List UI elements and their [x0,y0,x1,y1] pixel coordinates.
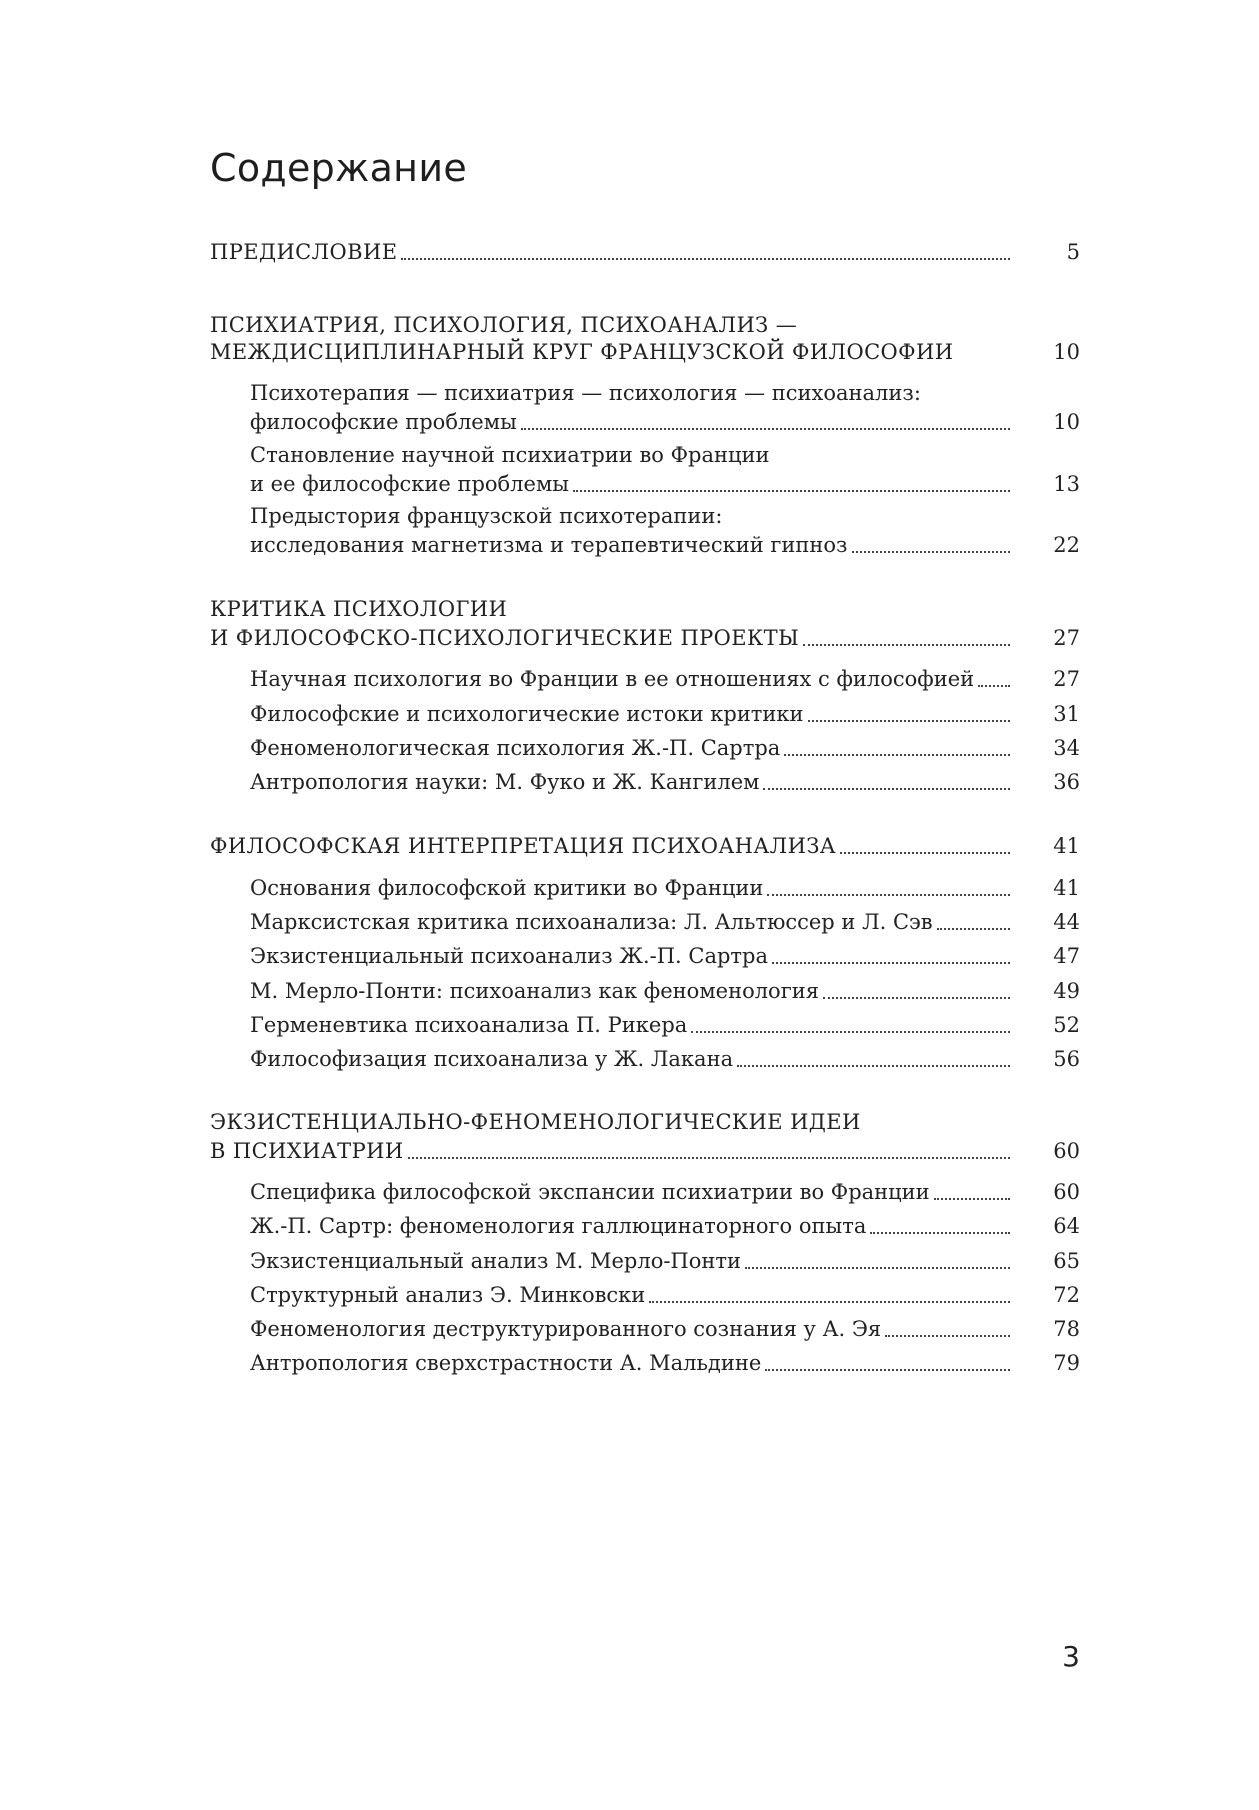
toc-entry[interactable] [250,941,1080,971]
toc-entry-title: Ж.-П. Сартр: феноменология галлюцинаторного опыта [250,1214,867,1238]
toc-page-number: 13 [1053,472,1080,496]
toc-entry[interactable] [250,469,1080,499]
leader-dots [401,258,1010,260]
toc-page-number: 27 [1053,667,1080,691]
leader-dots [823,997,1010,999]
leader-dots [772,962,1010,964]
toc-entry[interactable] [250,767,1080,797]
toc-entry[interactable] [250,407,1080,437]
leader-dots [745,1267,1010,1269]
toc-page-number: 5 [1066,240,1080,264]
toc-entry-title: Научная психология во Франции в ее отношениях с философией [250,667,975,691]
toc-entry-preface[interactable] [210,237,1080,267]
toc-page-number: 31 [1053,702,1080,726]
toc-entry[interactable] [250,1348,1080,1378]
toc-page-number: 56 [1053,1047,1080,1071]
toc-entry-title: философские проблемы [250,410,517,434]
page-number: 3 [1062,1640,1080,1673]
leader-dots [852,551,1011,553]
toc-entry[interactable] [250,1177,1080,1207]
toc-entry-title: Основания философской критики во Франции [250,876,764,900]
leader-dots [840,852,1010,854]
leader-dots [784,754,1010,756]
toc-entry[interactable] [250,664,1080,694]
toc-entry-title: В ПСИХИАТРИИ [210,1139,404,1163]
leader-dots [767,894,1010,896]
toc-entry-title: и ее философские проблемы [250,472,569,496]
toc-section-title-line: КРИТИКА ПСИХОЛОГИИ [210,597,508,621]
leader-dots [649,1301,1010,1303]
toc-entry-title: М. Мерло-Понти: психоанализ как феноменология [250,979,819,1003]
toc-page-number: 72 [1053,1283,1080,1307]
toc-entry-title: исследования магнетизма и терапевтический гипноз [250,533,848,557]
toc-entry-title-line: Психотерапия — психиатрия — психология — психоанализ: [250,381,921,405]
toc-section-title-line: ЭКЗИСТЕНЦИАЛЬНО-ФЕНОМЕНОЛОГИЧЕСКИЕ ИДЕИ [210,1110,861,1134]
toc-entry-title: Марксистская критика психоанализа: Л. Альтюссер и Л. Сэв [250,910,933,934]
leader-dots [573,490,1010,492]
toc-page-number: 10 [1053,410,1080,434]
leader-dots [803,644,1010,646]
leader-dots [408,1157,1010,1159]
toc-page-number: 60 [1053,1180,1080,1204]
toc-entry-title: Антропология сверхстрастности А. Мальдине [250,1351,762,1375]
toc-entry-title: Специфика философской экспансии психиатрии во Франции [250,1180,930,1204]
toc-entry[interactable] [250,530,1080,560]
toc-page-number: 79 [1053,1351,1080,1375]
toc-entry[interactable] [250,1010,1080,1040]
toc-entry-title: ФИЛОСОФСКАЯ ИНТЕРПРЕТАЦИЯ ПСИХОАНАЛИЗА [210,834,837,858]
leader-dots [808,720,1010,722]
toc-entry-title-line: Становление научной психиатрии во Франции [250,443,770,467]
toc-entry-title: Философские и психологические истоки критики [250,702,804,726]
toc-section-title-line: ПСИХИАТРИЯ, ПСИХОЛОГИЯ, ПСИХОАНАЛИЗ — [210,313,798,337]
toc-page-number: 41 [1053,876,1080,900]
toc-entry-title: Структурный анализ Э. Минковски [250,1283,646,1307]
toc-page-number: 44 [1053,910,1080,934]
toc-entry[interactable] [250,733,1080,763]
toc-entry[interactable] [250,1280,1080,1310]
page-title: Содержание [210,146,467,190]
toc-entry-title: Феноменология деструктурированного сознания у А. Эя [250,1317,882,1341]
toc-page-number: 65 [1053,1249,1080,1273]
toc-page-number: 10 [1053,340,1080,364]
toc-page-number: 27 [1053,626,1080,650]
leader-dots [978,685,1010,687]
leader-dots [885,1335,1010,1337]
toc-entry-title: Философизация психоанализа у Ж. Лакана [250,1047,734,1071]
leader-dots [691,1031,1010,1033]
toc-page-number: 78 [1053,1317,1080,1341]
toc-page-number: 22 [1053,533,1080,557]
toc-page-number: 41 [1053,834,1080,858]
leader-dots [763,788,1010,790]
toc-entry-title: Феноменологическая психология Ж.-П. Сартра [250,736,781,760]
toc-entry[interactable] [250,873,1080,903]
toc-section-3[interactable] [210,831,1080,861]
toc-entry[interactable] [250,1314,1080,1344]
toc-entry-title: ПРЕДИСЛОВИЕ [210,240,398,264]
toc-page-number: 36 [1053,770,1080,794]
toc-entry-title: Экзистенциальный анализ М. Мерло-Понти [250,1249,741,1273]
toc-page-number: 52 [1053,1013,1080,1037]
leader-dots [870,1232,1010,1234]
toc-entry[interactable] [250,1246,1080,1276]
leader-dots [737,1065,1010,1067]
toc-entry[interactable] [250,699,1080,729]
toc-page-number: 49 [1053,979,1080,1003]
toc-entry[interactable] [250,1044,1080,1074]
toc-page-number: 64 [1053,1214,1080,1238]
toc-entry[interactable] [250,907,1080,937]
leader-dots [765,1369,1010,1371]
leader-dots [937,928,1010,930]
toc-page-number: 34 [1053,736,1080,760]
toc-entry-title: Экзистенциальный психоанализ Ж.-П. Сартра [250,944,769,968]
toc-section-1[interactable] [210,337,1080,367]
toc-page-number: 60 [1053,1139,1080,1163]
toc-entry[interactable] [250,976,1080,1006]
toc-entry-title: МЕЖДИСЦИПЛИНАРНЫЙ КРУГ ФРАНЦУЗСКОЙ ФИЛОСОФИИ [210,340,954,364]
toc-page-number: 47 [1053,944,1080,968]
toc-entry-title-line: Предыстория французской психотерапии: [250,504,723,528]
toc-entry-title: И ФИЛОСОФСКО-ПСИХОЛОГИЧЕСКИЕ ПРОЕКТЫ [210,626,800,650]
toc-entry-title: Герменевтика психоанализа П. Рикера [250,1013,688,1037]
toc-entry-title: Антропология науки: М. Фуко и Ж. Кангилем [250,770,760,794]
toc-section-2[interactable] [210,623,1080,653]
toc-section-4[interactable] [210,1136,1080,1166]
leader-dots [934,1198,1010,1200]
leader-dots [521,428,1010,430]
toc-entry[interactable] [250,1211,1080,1241]
